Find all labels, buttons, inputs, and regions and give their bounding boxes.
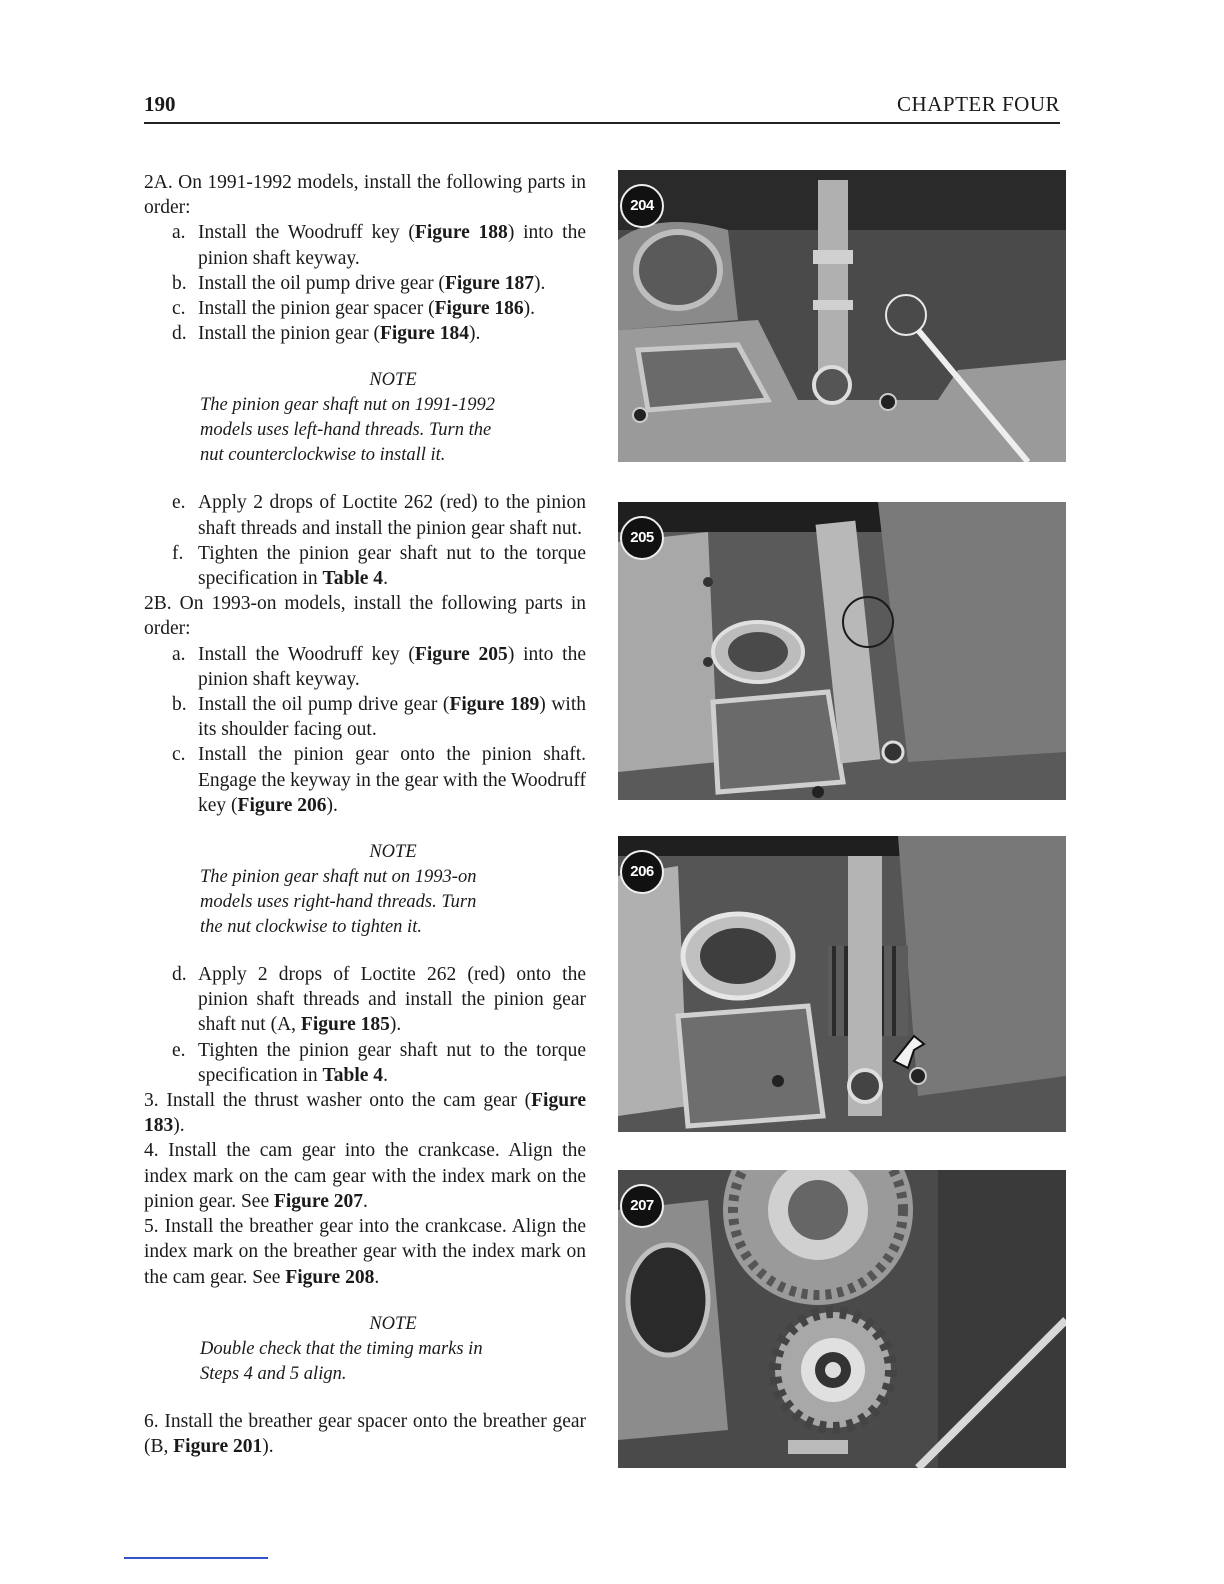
list-item: a. Install the Woodruff key (Figure 188) into the pinion shaft keyway.: [172, 222, 586, 269]
list-item: f. Tighten the pinion gear shaft nut to the torque specification in Table 4.: [172, 542, 586, 590]
step-2a-intro: 2A. On 1991-1992 models, install the following parts in order:: [144, 172, 586, 219]
figure-number-badge: 204: [620, 184, 664, 228]
list-item: a. Install the Woodruff key (Figure 205) into the pinion shaft keyway.: [172, 643, 586, 690]
figure-number-badge: 207: [620, 1184, 664, 1228]
text-column: [144, 170, 586, 1459]
list-item: e. Apply 2 drops of Loctite 262 (red) to the pinion shaft threads and install the pinion gear shaft nut.: [172, 492, 586, 539]
gears-photo-image: [618, 1170, 1066, 1468]
figure-207-photo: [618, 1170, 1066, 1468]
footer-link-underline: [124, 1557, 268, 1559]
note-2: [144, 840, 586, 940]
note-title: NOTE: [369, 842, 417, 863]
figure-number-badge: 205: [620, 516, 664, 560]
note-line: models uses right-hand threads. Turn: [200, 892, 477, 913]
figure-number-badge: 206: [620, 850, 664, 894]
figure-205-photo: [618, 502, 1066, 800]
list-item: c. Install the pinion gear onto the pinion shaft. Engage the keyway in the gear with the Woodruff key (Figure 206).: [172, 744, 586, 816]
list-item: b. Install the oil pump drive gear (Figure 187).: [172, 272, 546, 294]
step-4: 4. Install the cam gear into the crankcase. Align the index mark on the cam gear with the index mark on the pinion gear. See Figure 207.: [144, 1140, 586, 1212]
page-header: [144, 90, 1060, 124]
list-item: d. Install the pinion gear (Figure 184).: [172, 323, 481, 345]
list-item: d. Apply 2 drops of Loctite 262 (red) onto the pinion shaft threads and install the pinion gear shaft nut (A, Figure 185).: [172, 964, 586, 1036]
crankcase-photo-image: [618, 836, 1066, 1132]
crankcase-photo-image: [618, 170, 1066, 462]
note-title: NOTE: [369, 1313, 417, 1334]
crankcase-photo-image: [618, 502, 1066, 800]
note-line: The pinion gear shaft nut on 1991-1992: [200, 395, 495, 416]
step-6: 6. Install the breather gear spacer onto the breather gear (B, Figure 201).: [144, 1410, 586, 1457]
list-item: e. Tighten the pinion gear shaft nut to the torque specification in Table 4.: [172, 1039, 586, 1086]
note-title: NOTE: [369, 370, 417, 391]
step-3: 3. Install the thrust washer onto the cam gear (Figure 183).: [144, 1090, 586, 1137]
note-line: models uses left-hand threads. Turn the: [200, 420, 492, 441]
note-line: The pinion gear shaft nut on 1993-on: [200, 867, 477, 888]
note-line: nut counterclockwise to install it.: [200, 445, 446, 466]
note-1: [144, 368, 586, 468]
step-2a-list: [144, 220, 586, 346]
figure-204-photo: [618, 170, 1066, 462]
note-line: Double check that the timing marks in: [200, 1338, 483, 1359]
list-item: c. Install the pinion gear spacer (Figure 186).: [172, 298, 536, 320]
note-line: Steps 4 and 5 align.: [200, 1363, 347, 1384]
figure-206-photo: [618, 836, 1066, 1132]
chapter-title: CHAPTER FOUR: [897, 92, 1060, 116]
page-number: 190: [144, 92, 176, 116]
note-3: [144, 1312, 586, 1387]
step-2b-intro: 2B. On 1993-on models, install the following parts in order:: [144, 593, 586, 640]
list-item: b. Install the oil pump drive gear (Figure 189) with its shoulder facing out.: [172, 694, 586, 741]
note-line: the nut clockwise to tighten it.: [200, 917, 422, 938]
step-5: 5. Install the breather gear into the crankcase. Align the index mark on the breather gear with the index mark on the cam gear. See Figure 208.: [144, 1216, 586, 1288]
